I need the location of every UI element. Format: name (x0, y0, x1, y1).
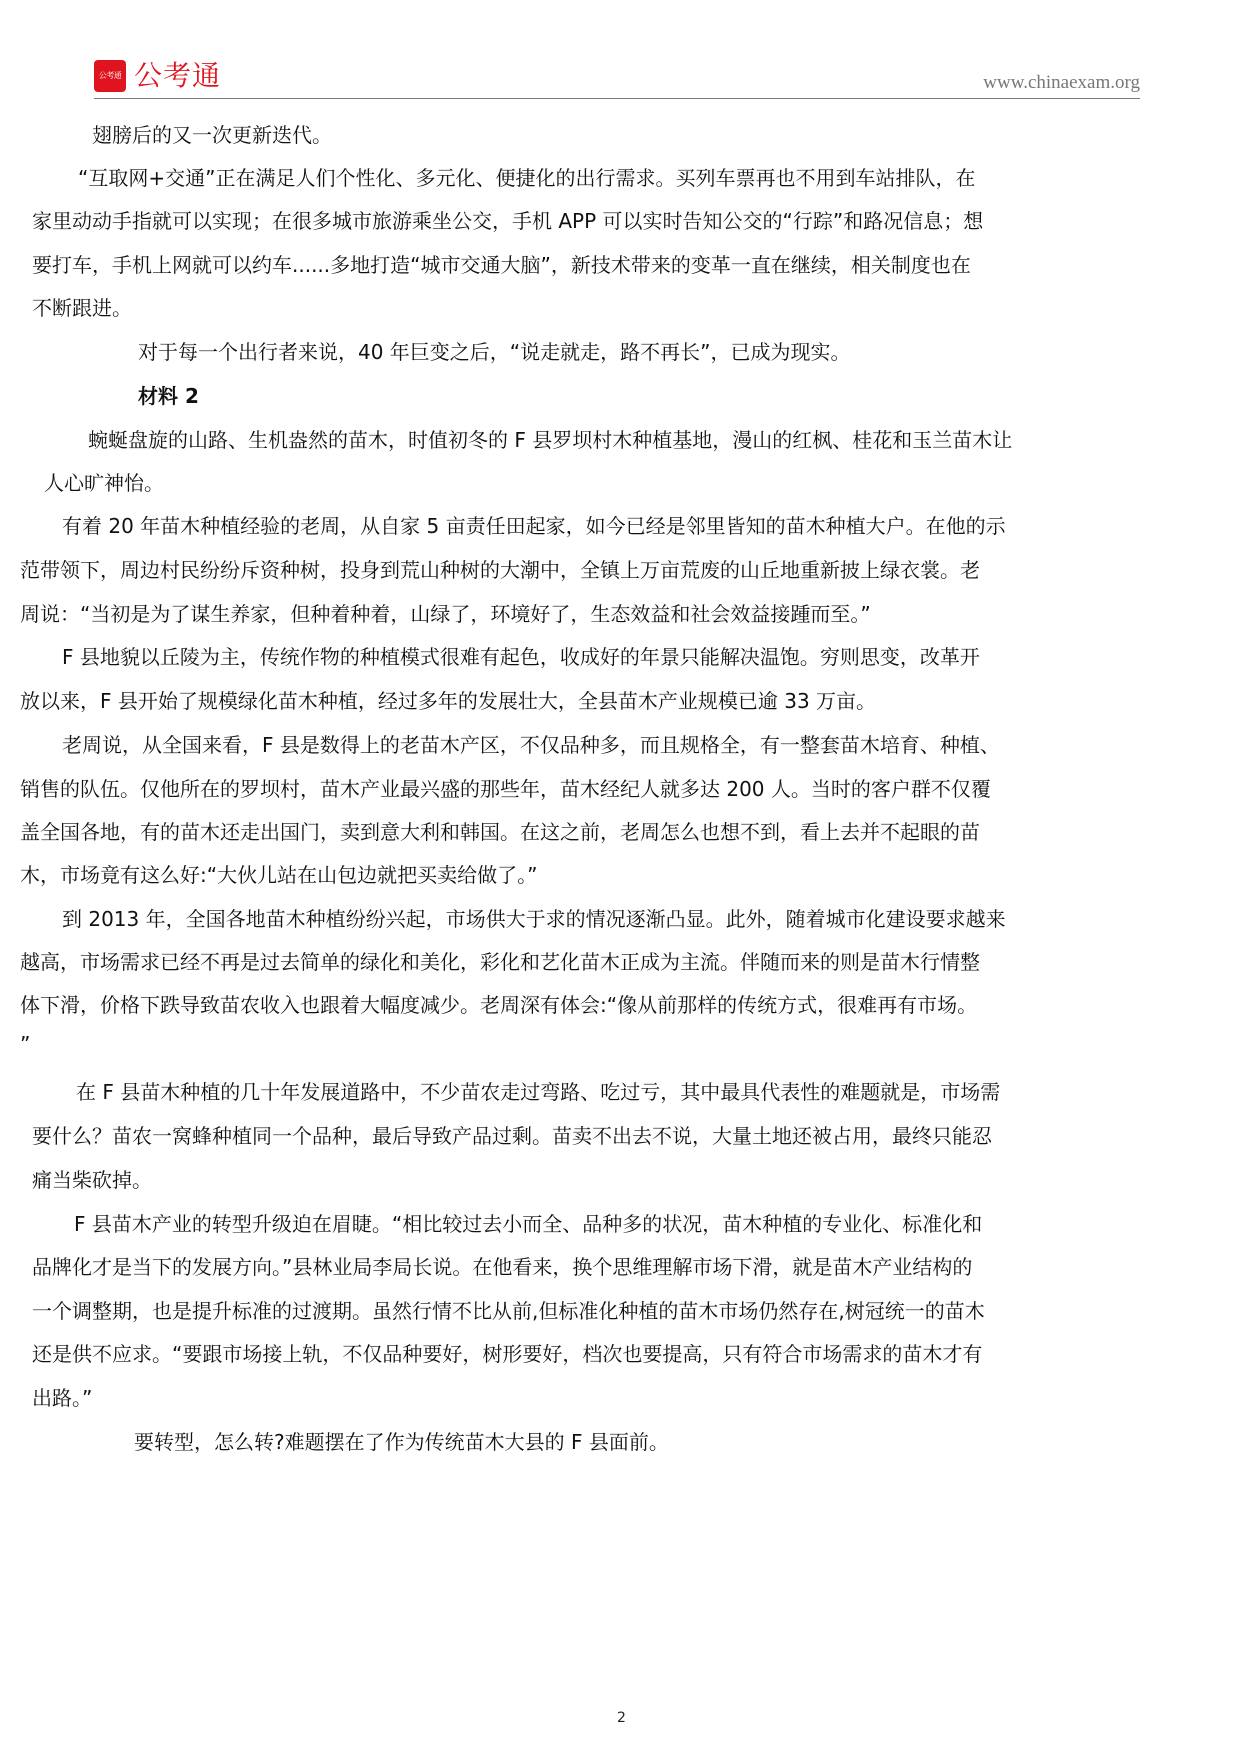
page-header (94, 56, 1140, 100)
text-line: 周说：“当初是为了谋生养家，但种着种着，山绿了，环境好了，生态效益和社会效益接踵而至。” (20, 602, 871, 626)
text-line: 体下滑，价格下跌导致苗农收入也跟着大幅度减少。老周深有体会:“像从前那样的传统方式，很难再有市场。 (20, 993, 978, 1017)
text-line: 在 F 县苗木种植的几十年发展道路中，不少苗农走过弯路、吃过亏，其中最具代表性的难题就是，市场需 (76, 1080, 1001, 1104)
text-line: 出路。” (32, 1386, 93, 1410)
section-heading: 材料 2 (138, 384, 199, 408)
text-line: 对于每一个出行者来说，40 年巨变之后，“说走就走，路不再长”，已成为现实。 (138, 340, 851, 364)
text-line: ” (20, 1032, 31, 1056)
text-line: 家里动动手指就可以实现；在很多城市旅游乘坐公交，手机 APP 可以实时告知公交的“行踪”和路况信息；想 (32, 209, 984, 233)
text-line: “互取网+交通”正在满足人们个性化、多元化、便捷化的出行需求。买列车票再也不用到车站排队，在 (78, 166, 976, 190)
site-url: www.chinaexam.org (983, 72, 1140, 93)
text-line: 要什么？苗农一窝蜂种植同一个品种，最后导致产品过剩。苗卖不出去不说，大量土地还被占用，最终只能忍 (32, 1124, 992, 1148)
text-line: 人心旷神怡。 (44, 471, 164, 495)
text-line: 盖全国各地，有的苗木还走出国门，卖到意大利和韩国。在这之前，老周怎么也想不到，看上去并不起眼的苗 (20, 820, 980, 844)
text-line: 销售的队伍。仅他所在的罗坝村，苗木产业最兴盛的那些年，苗木经纪人就多达 200 人。当时的客户群不仅覆 (20, 777, 991, 801)
text-line: F 县苗木产业的转型升级迫在眉睫。“相比较过去小而全、品种多的状况，苗木种植的专业化、标准化和 (74, 1212, 983, 1236)
header-divider (94, 98, 1140, 99)
logo-icon: 公考通 (94, 60, 126, 92)
text-line: 有着 20 年苗木种植经验的老周，从自家 5 亩责任田起家，如今已经是邻里皆知的苗木种植大户。在他的示 (62, 514, 1006, 538)
text-line: 老周说，从全国来看，F 县是数得上的老苗木产区，不仅品种多，而且规格全，有一整套苗木培育、种植、 (62, 733, 1000, 757)
text-line: 到 2013 年，全国各地苗木种植纷纷兴起，市场供大于求的情况逐渐凸显。此外，随着城市化建设要求越来 (62, 907, 1006, 931)
text-line: 木，市场竟有这么好:“大伙儿站在山包边就把买卖给做了。” (20, 863, 538, 887)
text-line: 翅膀后的又一次更新迭代。 (92, 123, 332, 147)
text-line: 越高，市场需求已经不再是过去简单的绿化和美化，彩化和艺化苗木正成为主流。伴随而来的则是苗木行情整 (20, 950, 980, 974)
text-line: 要转型，怎么转?难题摆在了作为传统苗木大县的 F 县面前。 (134, 1430, 669, 1454)
logo-text: 公考通 (134, 59, 222, 92)
text-line: 蜿蜒盘旋的山路、生机盎然的苗木，时值初冬的 F 县罗坝村木种植基地，漫山的红枫、桂花和玉兰苗木让 (88, 428, 1013, 452)
text-line: 痛当柴砍掉。 (32, 1168, 152, 1192)
text-line: 要打车，手机上网就可以约车......多地打造“城市交通大脑”，新技术带来的变革一直在继续，相关制度也在 (32, 253, 971, 277)
text-line: 品牌化才是当下的发展方向。”县林业局李局长说。在他看来，换个思维理解市场下滑，就是苗木产业结构的 (32, 1255, 973, 1279)
text-line: F 县地貌以丘陵为主，传统作物的种植模式很难有起色，收成好的年景只能解决温饱。穷则思变，改革开 (62, 645, 980, 669)
text-line: 范带领下，周边村民纷纷斥资种树，投身到荒山种树的大潮中，全镇上万亩荒废的山丘地重新披上绿衣裳。老 (20, 558, 980, 582)
text-line: 不断跟进。 (32, 296, 132, 320)
text-line: 还是供不应求。“要跟市场接上轨，不仅品种要好，树形要好，档次也要提高，只有符合市场需求的苗木才有 (32, 1342, 983, 1366)
text-line: 一个调整期，也是提升标准的过渡期。虽然行情不比从前,但标准化种植的苗木市场仍然存在,树冠统一的苗木 (32, 1299, 985, 1323)
page-number: 2 (617, 1710, 626, 1726)
text-line: 放以来，F 县开始了规模绿化苗木种植，经过多年的发展壮大，全县苗木产业规模已逾 33 万亩。 (20, 689, 877, 713)
